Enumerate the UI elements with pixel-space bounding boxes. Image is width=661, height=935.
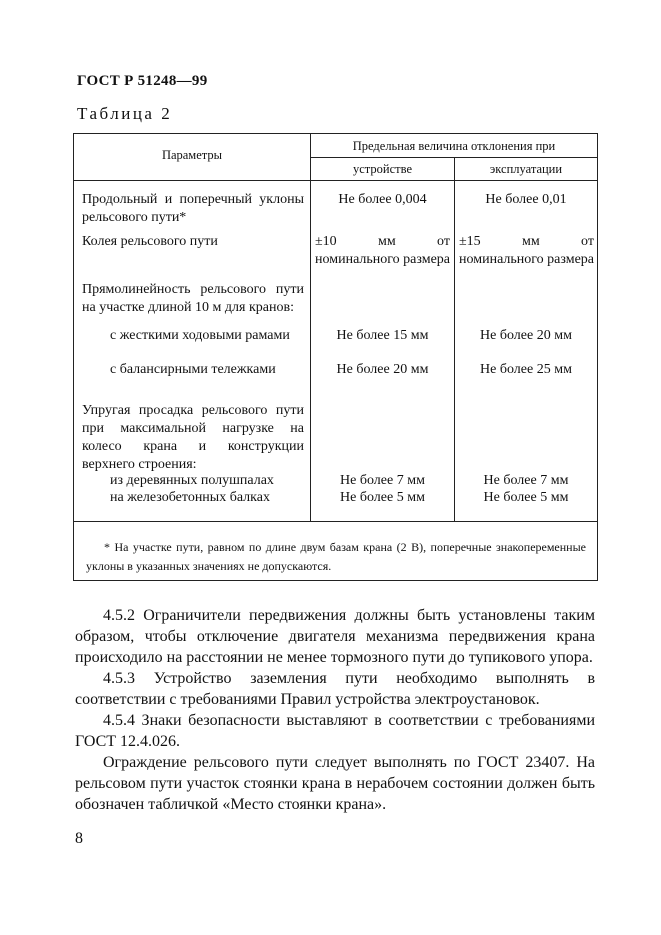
- row-sag-concrete-label: на железобетонных балках: [110, 490, 270, 505]
- table-divider: [310, 157, 597, 158]
- header-install: устройстве: [353, 162, 412, 176]
- table-divider: [74, 180, 597, 181]
- row-straight-rigid-install: Не более 15 мм: [336, 328, 429, 343]
- paragraph-fencing: Ограждение рельсового пути следует выполнять по ГОСТ 23407. На рельсовом пути участок стоянки крана в нерабочем состоянии должен быть обозначен табличкой «Место стоянки крана».: [75, 754, 595, 813]
- header-deviation: Предельная величина отклонения при: [352, 139, 556, 153]
- row-straight-rigid-label: с жесткими ходовыми рамами: [110, 328, 290, 343]
- table-divider: [74, 521, 597, 522]
- row-sag-wood-label: из деревянных полушпалах: [110, 473, 274, 488]
- paragraph-4-5-3: 4.5.3 Устройство заземления пути необходимо выполнять в соответствии с требованиями Правил устройства электроустановок.: [75, 670, 595, 708]
- row-sag-label: Упругая просадка рельсового пути при максимальной нагрузке на колесо крана и конструкции верхнего строения:: [82, 403, 304, 472]
- row-straight-balancer-label: с балансирными тележками: [110, 362, 276, 377]
- row-sag-concrete-operate: Не более 5 мм: [483, 490, 569, 505]
- row-slope-install: Не более 0,004: [338, 192, 427, 207]
- row-gauge-operate: ±15 мм от номинального размера: [459, 234, 594, 267]
- row-sag-wood-install: Не более 7 мм: [340, 473, 425, 488]
- parameters-table: [73, 133, 598, 581]
- row-sag-concrete-install: Не более 5 мм: [340, 490, 425, 505]
- row-straight-rigid-operate: Не более 20 мм: [480, 328, 572, 343]
- page-number: 8: [75, 830, 83, 847]
- table-footnote: * На участке пути, равном по длине двум базам крана (2 В), поперечные знакопеременные уклоны в указанных значениях не допускаются.: [86, 540, 586, 573]
- row-gauge-label: Колея рельсового пути: [82, 234, 218, 249]
- row-gauge-install: ±10 мм от номинального размера: [315, 234, 450, 267]
- body-text: [75, 605, 595, 815]
- table-title: Таблица 2: [77, 104, 173, 123]
- row-sag-wood-operate: Не более 7 мм: [483, 473, 569, 488]
- paragraph-4-5-2: 4.5.2 Ограничители передвижения должны быть установлены таким образом, чтобы отключение двигателя механизма передвижения крана происходило на расстоянии не менее тормозного пути до тупикового упора.: [75, 607, 595, 666]
- paragraph-4-5-4: 4.5.4 Знаки безопасности выставляют в соответствии с требованиями ГОСТ 12.4.026.: [75, 712, 595, 750]
- row-straight-balancer-install: Не более 20 мм: [336, 362, 429, 377]
- row-straight-label: Прямолинейность рельсового пути на участке длиной 10 м для кранов:: [82, 282, 304, 315]
- header-operate: эксплуатации: [489, 162, 563, 176]
- row-straight-balancer-operate: Не более 25 мм: [480, 362, 572, 377]
- document-code: ГОСТ Р 51248—99: [77, 73, 208, 89]
- row-slope-operate: Не более 0,01: [485, 192, 567, 207]
- header-params: Параметры: [161, 148, 223, 162]
- row-slope-label: Продольный и поперечный уклоны рельсового пути*: [82, 192, 304, 225]
